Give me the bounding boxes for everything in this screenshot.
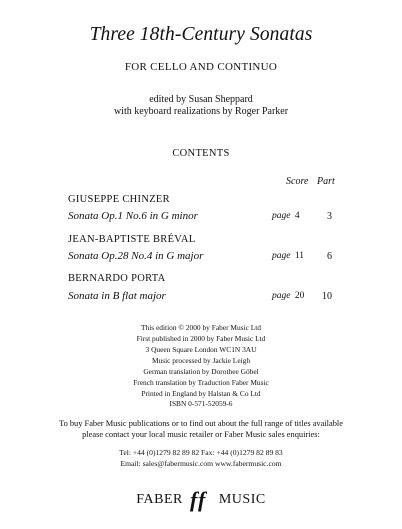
part-page-number: 6 (327, 251, 332, 262)
score-page-ref (272, 251, 304, 261)
part-page-number: 3 (327, 211, 332, 222)
page-label: page (272, 211, 291, 221)
score-page-ref (272, 291, 304, 301)
composer-name: GIUSEPPE CHINZER (68, 194, 170, 205)
enquiry-line: To buy Faber Music publications or to find out about the full range of titles available (59, 419, 343, 428)
page-label: page (272, 251, 291, 261)
imprint-line: German translation by Dorothee Göbel (143, 367, 259, 376)
imprint-line: French translation by Traduction Faber Music (133, 378, 269, 387)
publisher-logo (0, 488, 402, 512)
score-column-heading: Score (286, 176, 309, 187)
composer-name: JEAN-BAPTISTE BRÉVAL (68, 234, 196, 245)
sonata-title: Sonata in B flat major (68, 290, 166, 302)
faber-ff-logo-icon (189, 488, 213, 512)
page-label: page (272, 291, 291, 301)
score-page-number: 4 (294, 211, 300, 221)
realizations-credit: with keyboard realizations by Roger Parker (113, 106, 289, 117)
score-page-number: 20 (294, 291, 305, 301)
imprint-line: Printed in England by Halstan & Co Ltd (141, 389, 261, 398)
imprint-line: This edition © 2000 by Faber Music Ltd (141, 323, 261, 332)
svg-text:f: f (197, 488, 206, 512)
isbn: ISBN 0-571-52059-6 (169, 399, 233, 408)
sonata-title: Sonata Op.28 No.4 in G major (68, 250, 204, 262)
score-page-ref (272, 211, 300, 221)
publisher-name-left: FABER (136, 492, 183, 507)
svg-text:f: f (189, 488, 198, 512)
part-page-number: 10 (322, 291, 332, 302)
contents-heading: CONTENTS (172, 148, 230, 159)
editor-credit: edited by Susan Sheppard (149, 94, 253, 105)
imprint-line: 3 Queen Square London WC1N 3AU (145, 345, 257, 354)
sonata-title: Sonata Op.1 No.6 in G minor (68, 210, 198, 222)
composer-name: BERNARDO PORTA (68, 273, 166, 284)
email-web: Email: sales@fabermusic.com www.fabermusic.com (120, 459, 282, 468)
tel-fax: Tel: +44 (0)1279 82 89 82 Fax: +44 (0)1279 82 89 83 (119, 448, 283, 457)
score-page-number: 11 (294, 251, 304, 261)
imprint-line: First published in 2000 by Faber Music Ltd (136, 334, 266, 343)
part-column-heading: Part (317, 176, 335, 187)
book-subtitle: FOR CELLO AND CONTINUO (124, 61, 278, 73)
enquiry-line: please contact your local music retailer or Faber Music sales enquiries: (82, 430, 320, 439)
imprint-line: Music processed by Jackie Leigh (151, 356, 251, 365)
book-title: Three 18th-Century Sonatas (89, 24, 313, 45)
publisher-name-right: MUSIC (218, 492, 266, 507)
